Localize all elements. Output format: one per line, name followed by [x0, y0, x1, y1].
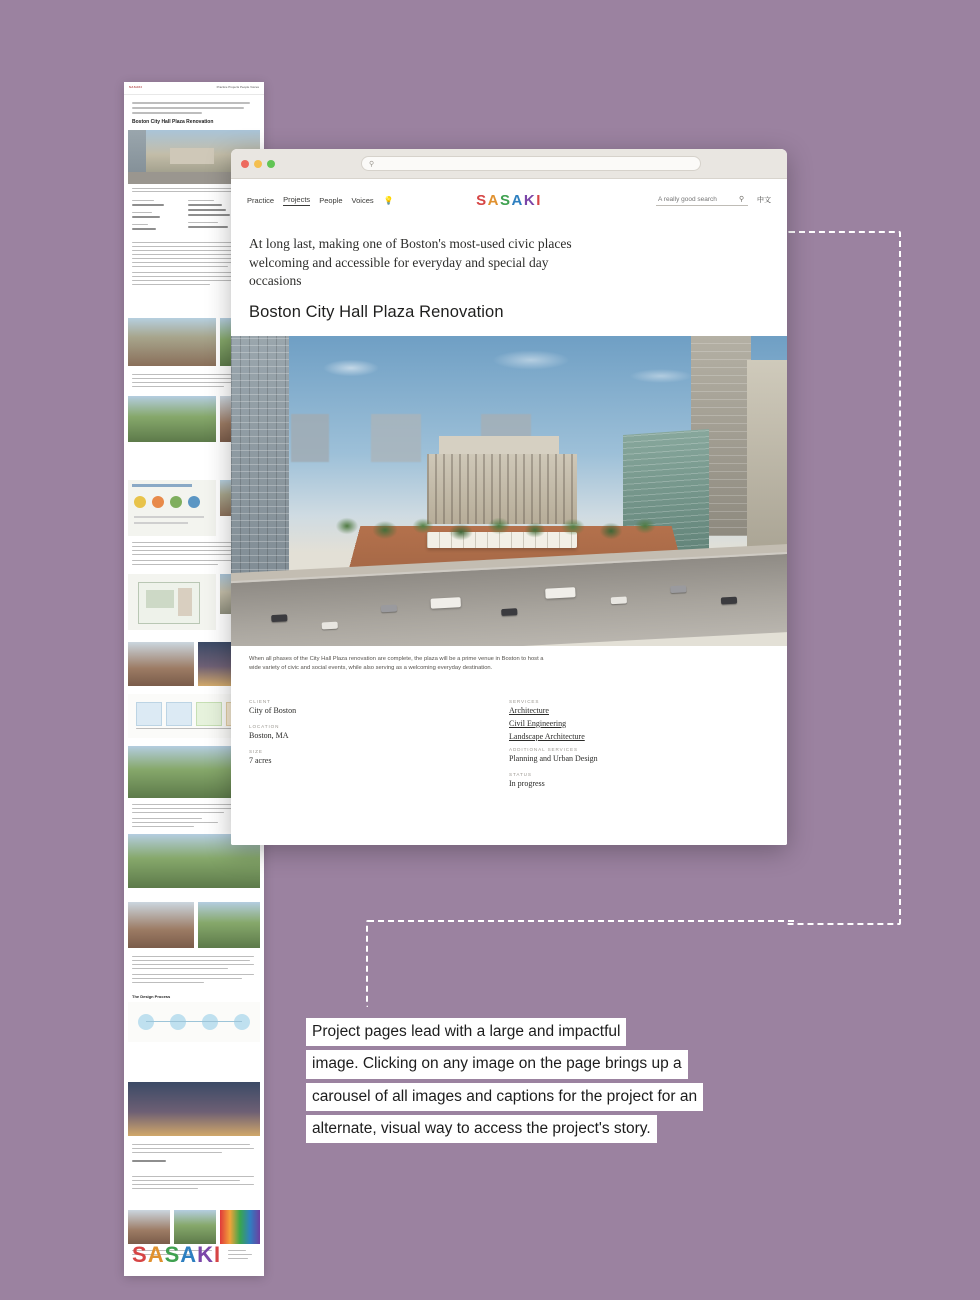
- size-label: SIZE: [249, 748, 263, 754]
- logo-letter-6: I: [536, 191, 542, 209]
- hero-car: [381, 604, 397, 612]
- logo-letter-3: S: [499, 191, 512, 209]
- service-link-landscape-architecture[interactable]: Landscape Architecture: [509, 731, 585, 741]
- lightbulb-icon: 💡: [383, 195, 394, 205]
- browser-window: [231, 149, 787, 845]
- mock-brand: SASAKI: [129, 85, 143, 89]
- services-label: SERVICES: [509, 698, 540, 704]
- site-viewport: [231, 179, 787, 845]
- mock-section-title: The Design Process: [132, 994, 171, 999]
- status-label: STATUS: [509, 771, 532, 777]
- mock-footer-brand: SASAKI: [132, 1242, 222, 1267]
- page-headline: At long last, making one of Boston's most-used civic places welcoming and accessible for everyday and special day occasions: [249, 236, 572, 289]
- sasaki-logo[interactable]: [476, 192, 542, 209]
- additional-services-label: ADDITIONAL SERVICES: [509, 746, 578, 752]
- search-box[interactable]: [656, 195, 748, 206]
- zoom-window-button[interactable]: [267, 160, 275, 168]
- mock-related-3: [220, 1210, 260, 1244]
- browser-chrome: [231, 149, 787, 179]
- callout-line-4: alternate, visual way to access the project's story.: [306, 1115, 657, 1143]
- dashed-guide-left: [366, 920, 798, 1007]
- hero-bus: [430, 597, 460, 609]
- status-value: In progress: [509, 778, 545, 788]
- hero-city-hall-upper: [439, 436, 559, 456]
- nav-item-projects[interactable]: Projects: [283, 194, 311, 204]
- logo-letter-5: K: [523, 191, 537, 209]
- search-icon[interactable]: ⚲: [739, 196, 745, 203]
- mock-nav: Practice Projects People Voices: [216, 85, 259, 89]
- project-metadata: [231, 687, 787, 797]
- mock-image-13: [198, 902, 260, 948]
- mock-project-title: Boston City Hall Plaza Renovation: [132, 119, 214, 125]
- hero-tree-row: [327, 496, 667, 556]
- mock-related-1: [128, 1210, 170, 1244]
- page-title: Boston City Hall Plaza Renovation: [249, 302, 504, 321]
- hero-car: [501, 608, 517, 616]
- close-window-button[interactable]: [241, 160, 249, 168]
- hero-image[interactable]: [231, 336, 787, 646]
- mock-diagram-1: [128, 480, 216, 536]
- address-bar[interactable]: [361, 156, 701, 171]
- logo-letter-2: A: [487, 191, 500, 209]
- minimize-window-button[interactable]: [254, 160, 262, 168]
- service-link-civil-engineering[interactable]: Civil Engineering: [509, 718, 567, 728]
- search-input[interactable]: [656, 195, 734, 204]
- nav-item-people[interactable]: People: [319, 195, 343, 205]
- metadata-left-column: [249, 699, 509, 797]
- search-icon: ⚲: [369, 160, 375, 168]
- hero-car: [670, 585, 686, 593]
- nav-item-practice[interactable]: Practice: [247, 195, 275, 205]
- mock-image-4: [128, 396, 216, 442]
- annotation-callout: [306, 1018, 886, 1147]
- primary-nav: [247, 195, 394, 206]
- dashed-guide-right: [787, 231, 901, 925]
- mock-image-2: [128, 318, 216, 366]
- nav-item-voices[interactable]: Voices: [351, 195, 374, 205]
- nav-utilities: [656, 195, 771, 206]
- logo-letter-4: A: [511, 191, 524, 209]
- mock-site-plan: [128, 574, 216, 630]
- client-value: City of Boston: [249, 705, 297, 715]
- callout-line-1: Project pages lead with a large and impactful: [306, 1018, 626, 1046]
- logo-letter-1: S: [476, 191, 488, 209]
- hero-left-tower: [231, 336, 289, 598]
- client-label: CLIENT: [249, 698, 271, 704]
- metadata-right-column: [509, 699, 769, 797]
- mock-image-8: [128, 642, 194, 686]
- mock-image-12: [128, 902, 194, 948]
- site-navigation: [231, 179, 787, 221]
- hero-caption: When all phases of the City Hall Plaza renovation are complete, the plaza will be a prime venue in Boston to host a wide variety of civic and social events, while also serving as a welcoming everyday destination.: [249, 655, 544, 671]
- language-toggle[interactable]: 中文: [757, 197, 771, 204]
- mock-image-14: [128, 1082, 260, 1136]
- size-value: 7 acres: [249, 755, 272, 765]
- additional-services-value: Planning and Urban Design: [509, 753, 598, 763]
- hero-car: [721, 597, 737, 605]
- callout-line-3: carousel of all images and captions for the project for an: [306, 1083, 703, 1111]
- hero-car: [271, 614, 287, 622]
- callout-line-2: image. Clicking on any image on the page brings up a: [306, 1050, 688, 1078]
- window-controls[interactable]: [241, 160, 275, 168]
- mock-process-diagram: [128, 1002, 260, 1042]
- mock-top-bar: [124, 82, 264, 95]
- hero-bus: [545, 587, 575, 599]
- hero-car: [322, 621, 338, 629]
- location-value: Boston, MA: [249, 730, 289, 740]
- service-link-architecture[interactable]: Architecture: [509, 705, 549, 715]
- hero-car: [611, 596, 627, 604]
- mock-related-2: [174, 1210, 216, 1244]
- location-label: LOCATION: [249, 723, 280, 729]
